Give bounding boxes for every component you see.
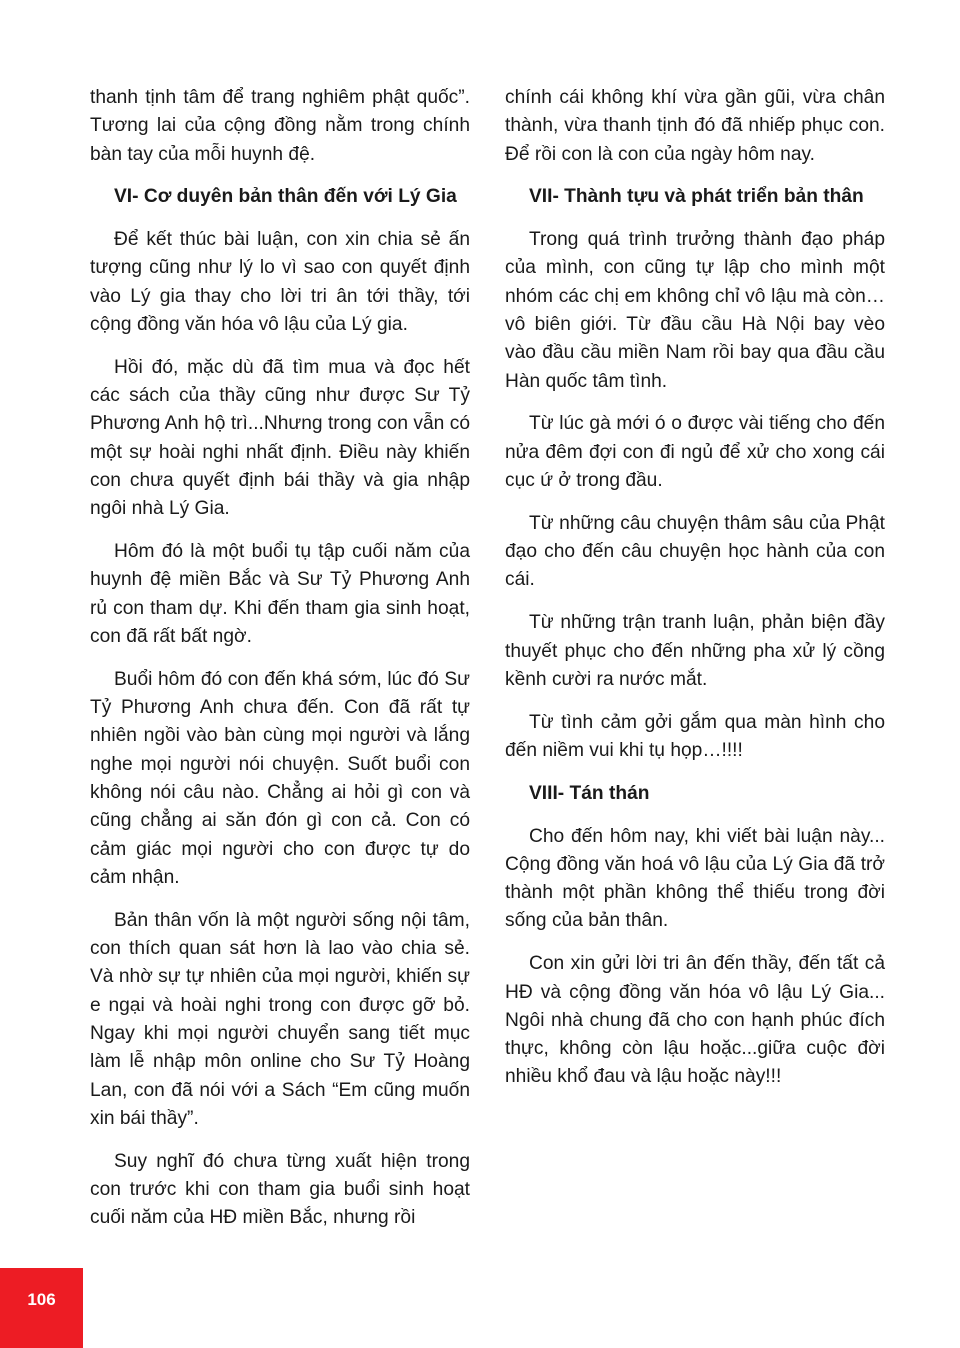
paragraph: Con xin gửi lời tri ân đến thầy, đến tất cả HĐ và cộng đồng văn hóa vô lậu Lý Gia... Ngôi nhà chung đã cho con hạnh phúc đích thực, không còn lậu hoặc...giữa cuộc đời nhiều khổ đau và lậu hoặc này!!! xyxy=(505,953,885,1088)
paragraph: Suy nghĩ đó chưa từng xuất hiện trong con trước khi con tham gia buổi sinh hoạt cuối năm của HĐ miền Bắc, nhưng rồi xyxy=(90,1150,470,1229)
paragraph: Từ những trận tranh luận, phản biện đầy thuyết phục cho đến những pha xử lý cồng kềnh cười ra nước mắt. xyxy=(505,612,885,690)
paragraph: Để kết thúc bài luận, con xin chia sẻ ấn tượng cũng như lý lo vì sao con quyết định vào Lý gia thay cho lời tri ân tới thầy, tới cộng đồng văn hóa vô lậu của Lý gia. xyxy=(90,229,470,336)
left-column xyxy=(90,84,470,1247)
paragraph: Hôm đó là một buổi tụ tập cuối năm của huynh đệ miền Bắc và Sư Tỷ Phương Anh rủ con tham dự. Khi đến tham gia sinh hoạt, con đã rất bất ngờ. xyxy=(90,541,470,648)
paragraph-continuation: chính cái không khí vừa gần gũi, vừa chân thành, vừa thanh tịnh đó đã nhiếp phục con. Để rồi con là con của ngày hôm nay. xyxy=(505,87,885,165)
section-heading-vii: VII- Thành tựu và phát triển bản thân xyxy=(529,186,864,208)
paragraph: Buổi hôm đó con đến khá sớm, lúc đó Sư Tỷ Phương Anh chưa đến. Con đã rất tự nhiên ngồi vào bàn cùng mọi người và lắng nghe mọi người nói chuyện. Suốt buổi con không nói câu nào. Chẳng ai hỏi gì con và cũng chẳng ai săn đón gì con cả. Con có cảm giác mọi người cho con được tự do cảm nhận. xyxy=(90,668,470,888)
paragraph-continuation: thanh tịnh tâm để trang nghiêm phật quốc”. Tương lai của cộng đồng nằm trong chính bàn tay của mỗi huynh đệ. xyxy=(90,87,470,165)
paragraph: Hồi đó, mặc dù đã tìm mua và đọc hết các sách của thầy cũng như được Sư Tỷ Phương Anh hộ trì...Nhưng trong con vẫn có một sự hoài nghi nhất định. Điều này khiến con chưa quyết định bái thầy và gia nhập ngôi nhà Lý Gia. xyxy=(90,356,470,520)
paragraph: Cho đến hôm nay, khi viết bài luận này... Cộng đồng văn hoá vô lậu của Lý Gia đã trở thành một phần không thể thiếu trong đời sống của bản thân. xyxy=(505,825,885,932)
paragraph: Từ tình cảm gởi gắm qua màn hình cho đến niềm vui khi tụ họp…!!!! xyxy=(505,711,885,761)
page-number-tab xyxy=(0,1268,83,1348)
paragraph: Từ những câu chuyện thâm sâu của Phật đạo cho đến câu chuyện học hành của con cái. xyxy=(505,512,885,591)
section-heading-viii: VIII- Tán thán xyxy=(529,782,650,804)
paragraph: Trong quá trình trưởng thành đạo pháp của mình, con cũng tự lập cho mình một nhóm các chị em không chỉ vô lậu mà còn… vô biên giới. Từ đầu cầu Hà Nội bay vèo vào đầu cầu miền Nam rồi bay qua đầu cầu Hàn quốc tâm tình. xyxy=(505,229,885,392)
right-column xyxy=(505,84,885,1106)
paragraph: Từ lúc gà mới ó o được vài tiếng cho đến nửa đêm đợi con đi ngủ để xử cho xong cái cục ứ ở trong đầu. xyxy=(505,413,885,492)
section-heading-vi: VI- Cơ duyên bản thân đến với Lý Gia xyxy=(114,186,457,208)
page-number: 106 xyxy=(27,1290,56,1309)
paragraph: Bản thân vốn là một người sống nội tâm, con thích quan sát hơn là lao vào chia sẻ. Và nhờ sự tự nhiên của mọi người, khiến sự e ngại và hoài nghi trong con được gỡ bỏ. Ngay khi mọi người chuyển sang tiết mục làm lễ nhập môn online cho Sư Tỷ Hoàng Lan, con đã nói với a Sách “Em cũng muốn xin bái thầy”. xyxy=(90,909,470,1129)
